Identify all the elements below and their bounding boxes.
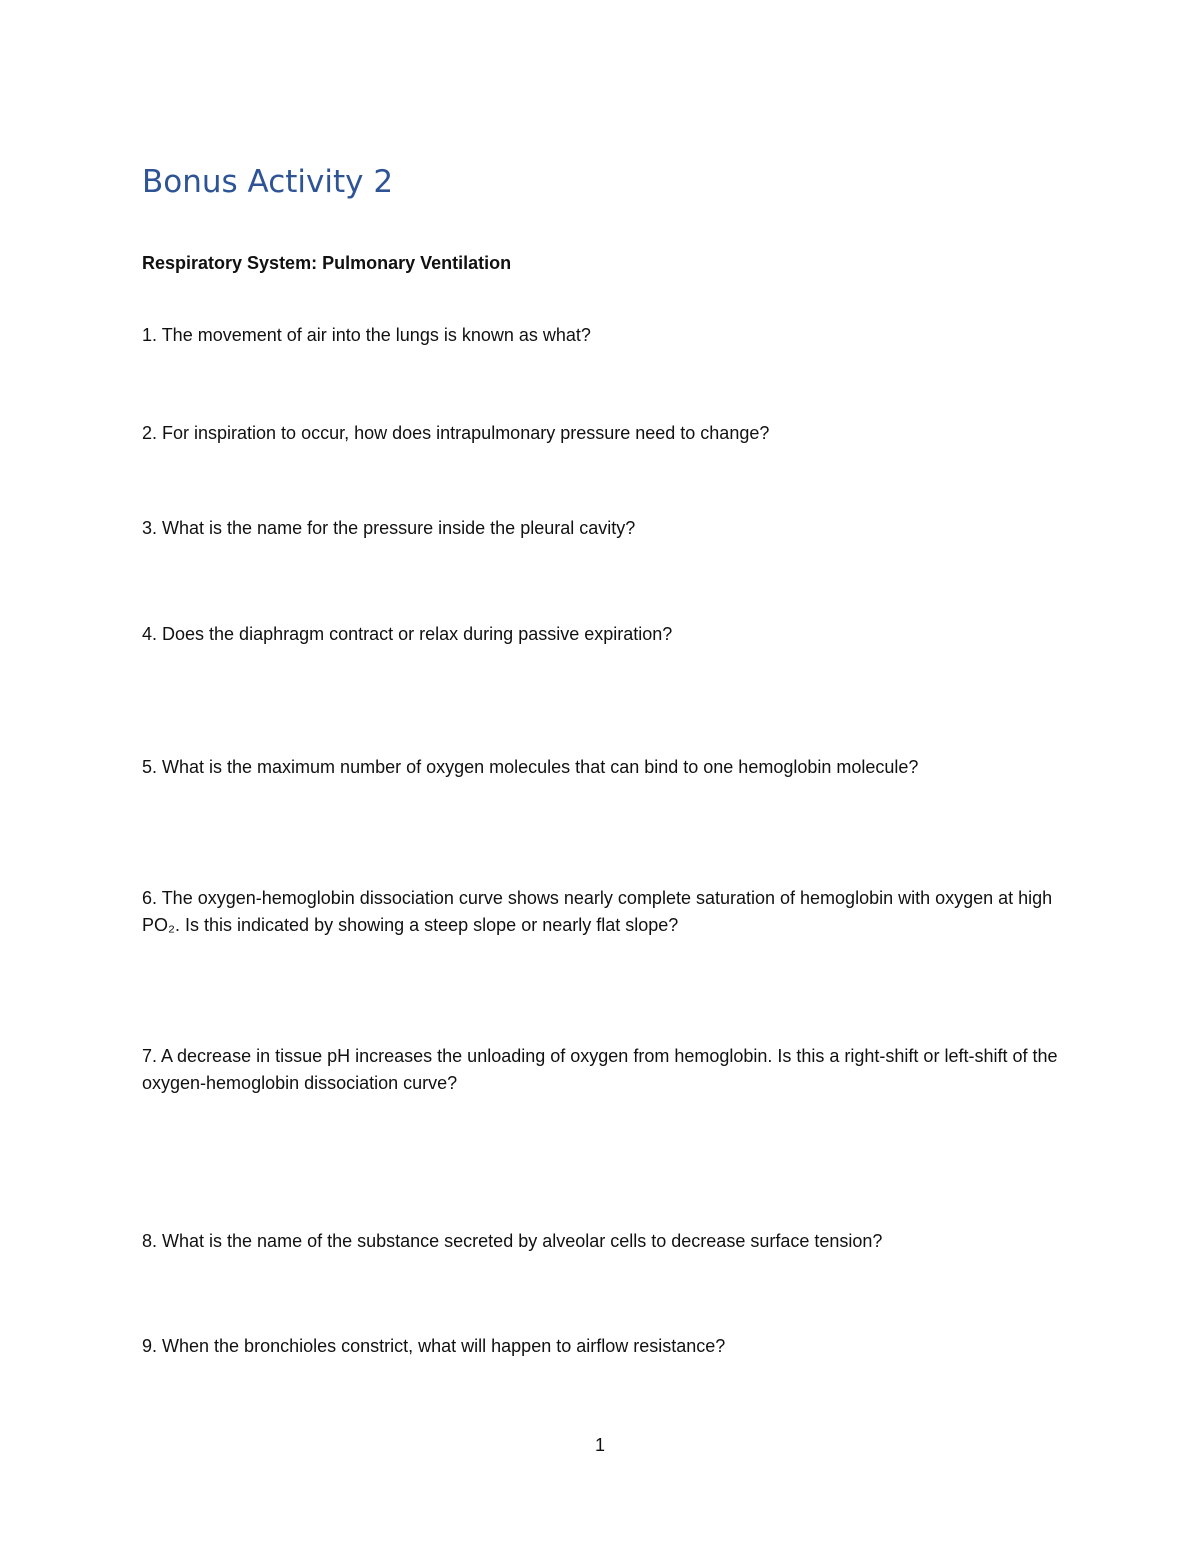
question-5: 5. What is the maximum number of oxygen molecules that can bind to one hemoglobin molecule? (142, 757, 919, 777)
question-4: 4. Does the diaphragm contract or relax during passive expiration? (142, 624, 673, 644)
question-7: 7. A decrease in tissue pH increases the unloading of oxygen from hemoglobin. Is this a right-shift or left-shift of the oxygen-hemoglobin dissociation curve? (142, 1046, 1058, 1093)
section-subtitle: Respiratory System: Pulmonary Ventilation (142, 253, 512, 273)
document-title: Bonus Activity 2 (142, 164, 394, 200)
question-2: 2. For inspiration to occur, how does intrapulmonary pressure need to change? (142, 423, 770, 443)
question-9: 9. When the bronchioles constrict, what will happen to airflow resistance? (142, 1336, 726, 1356)
question-1: 1. The movement of air into the lungs is known as what? (142, 325, 591, 345)
question-6: 6. The oxygen-hemoglobin dissociation curve shows nearly complete saturation of hemoglobin with oxygen at high PO₂. Is this indicated by showing a steep slope or nearly flat slope? (142, 888, 1053, 935)
question-8: 8. What is the name of the substance secreted by alveolar cells to decrease surface tension? (142, 1231, 883, 1251)
page-number: 1 (594, 1435, 605, 1455)
question-3: 3. What is the name for the pressure inside the pleural cavity? (142, 518, 636, 538)
